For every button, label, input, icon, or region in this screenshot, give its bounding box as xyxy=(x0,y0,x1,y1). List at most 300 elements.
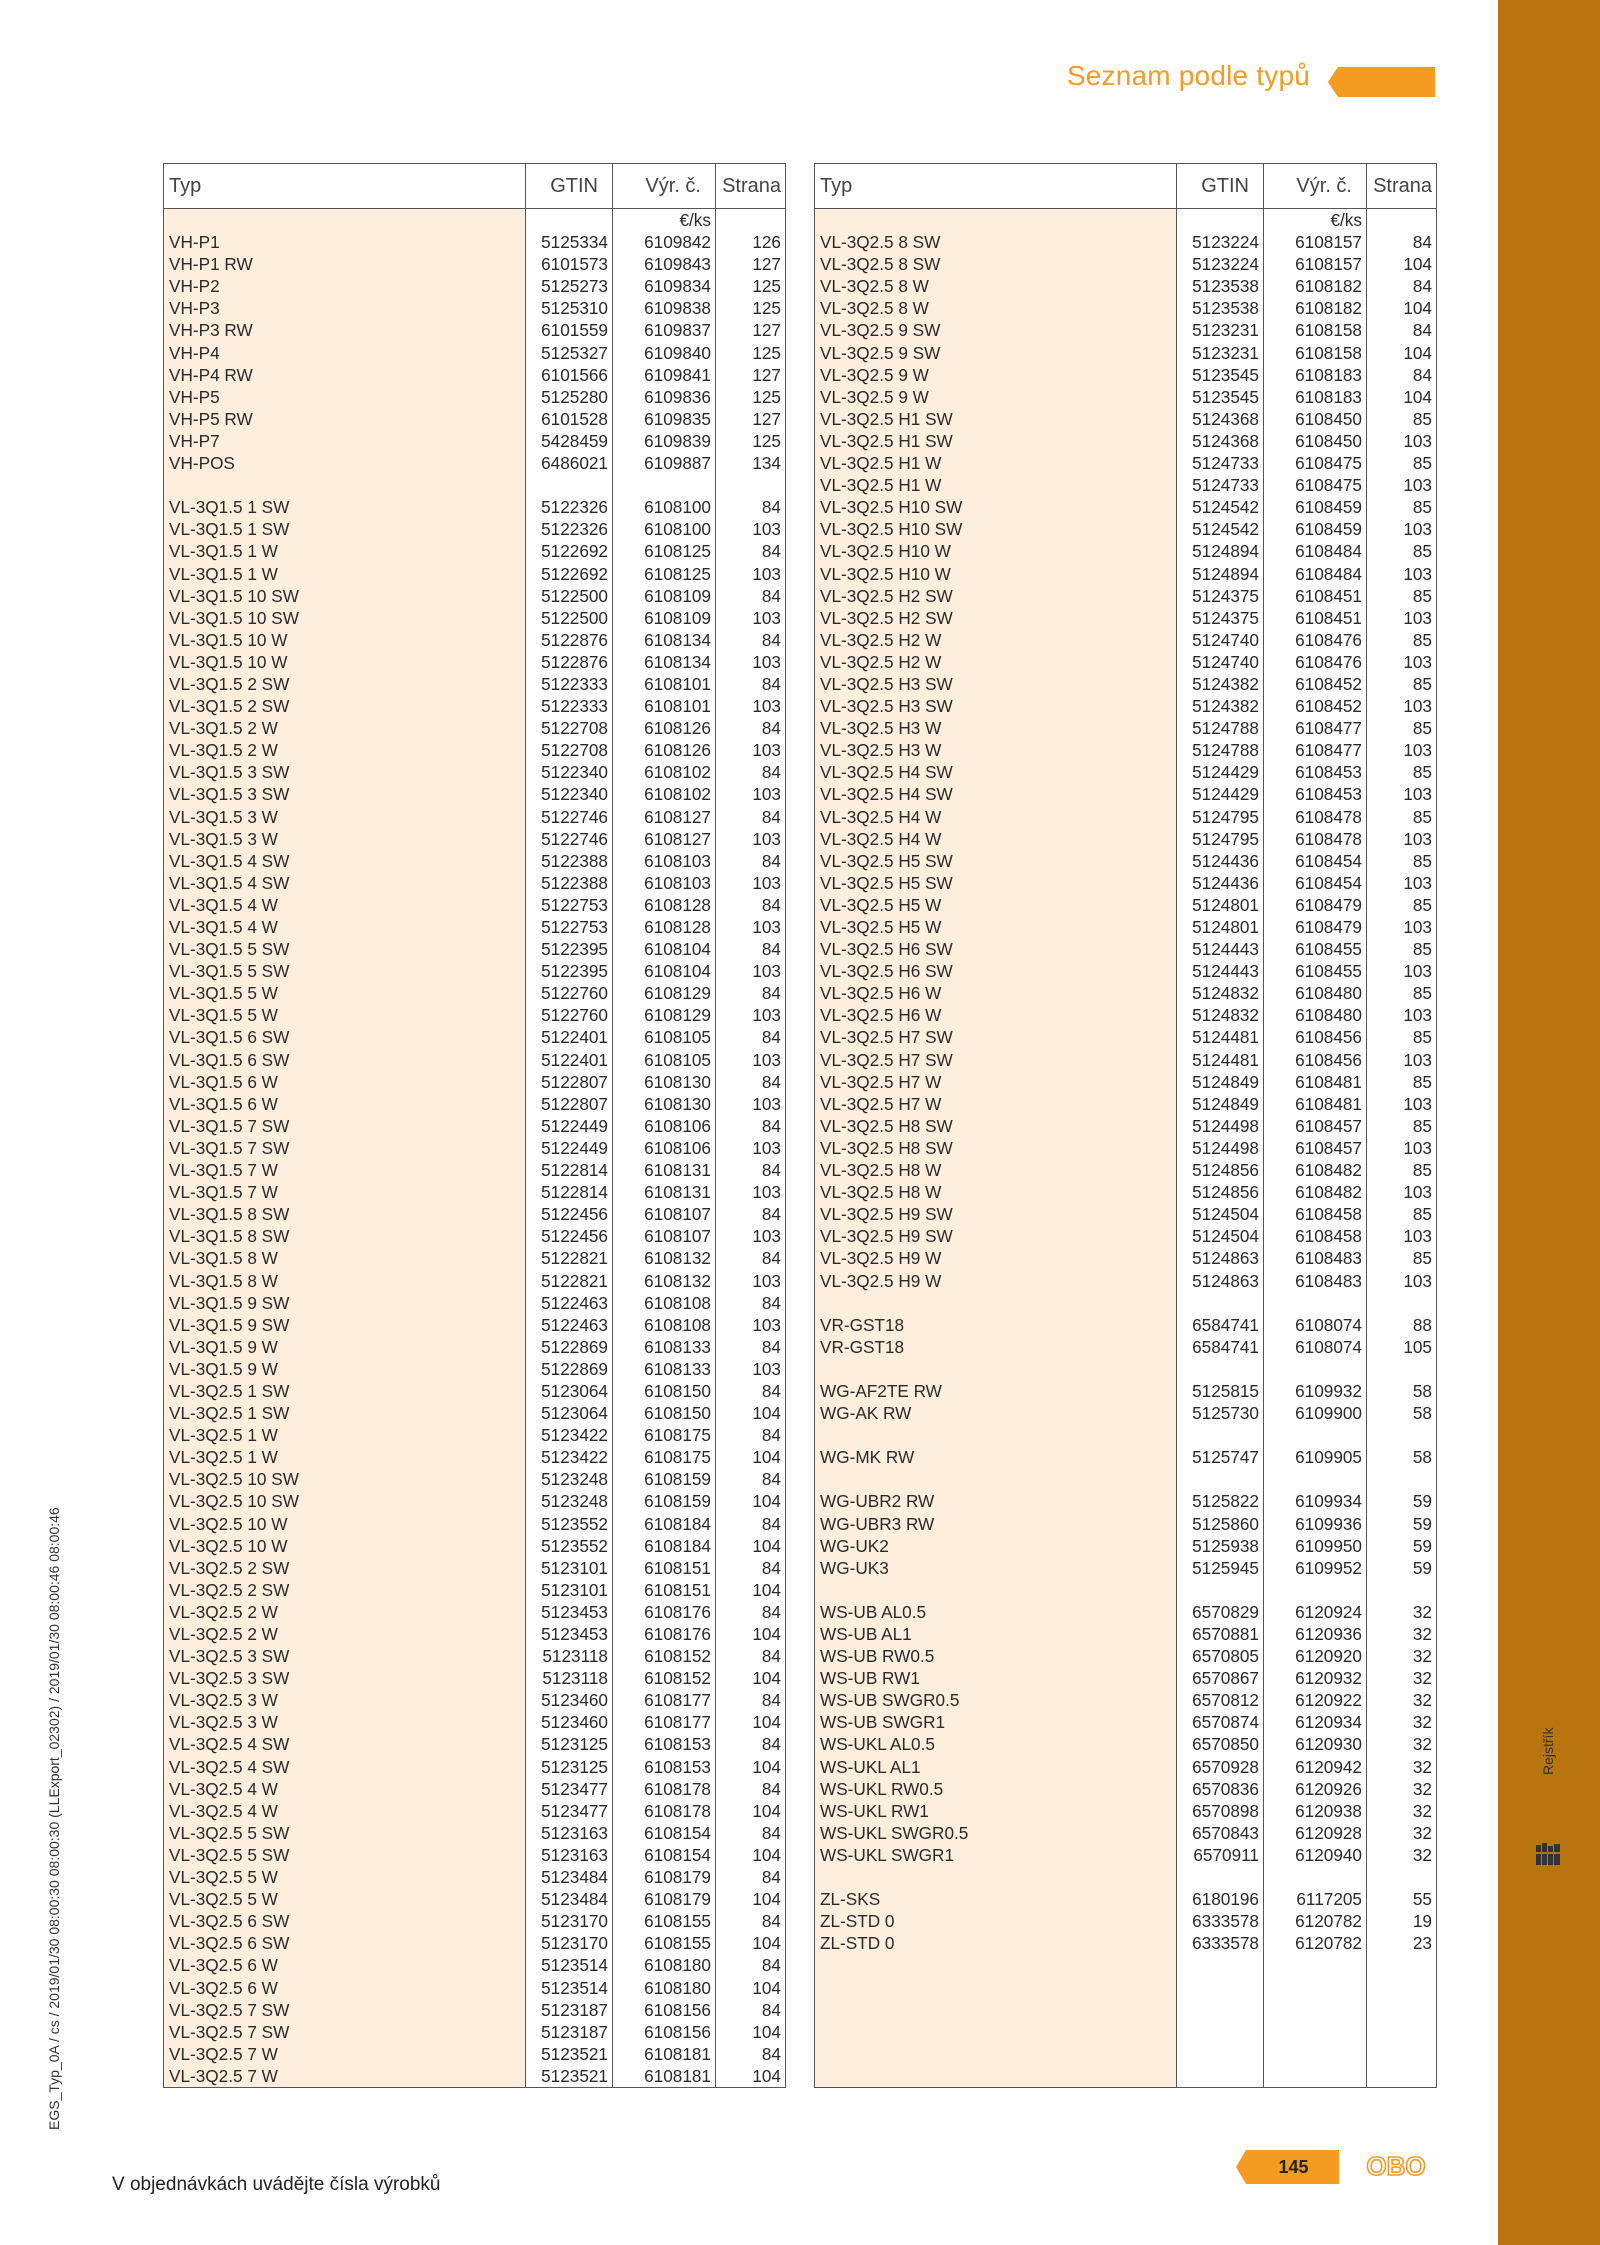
page-cell: 59 xyxy=(1412,1513,1432,1534)
page-cell: 84 xyxy=(761,1380,781,1401)
table-row xyxy=(164,783,786,805)
table-row xyxy=(164,297,786,319)
table-row xyxy=(815,1932,1437,1954)
order-no-cell: 6109839 xyxy=(613,430,716,452)
page-cell: 84 xyxy=(761,673,781,694)
page-cell: 103 xyxy=(752,1314,781,1335)
page-cell: 84 xyxy=(761,2043,781,2064)
page-cell: 104 xyxy=(752,2021,781,2042)
type-list-table-left xyxy=(163,163,786,2088)
type-cell: VL-3Q2.5 H5 SW xyxy=(815,872,1177,894)
table-row xyxy=(815,695,1437,717)
page-cell: 105 xyxy=(1403,1336,1432,1357)
page-cell: 84 xyxy=(761,1160,781,1181)
page-cell: 103 xyxy=(1403,1005,1432,1026)
type-cell: WG-UBR3 RW xyxy=(815,1513,1177,1535)
order-no-cell: 6108126 xyxy=(613,739,716,761)
order-no-cell: 6108134 xyxy=(613,629,716,651)
type-cell: VL-3Q2.5 9 SW xyxy=(815,342,1177,364)
page-cell: 84 xyxy=(761,497,781,518)
type-cell: VL-3Q1.5 10 SW xyxy=(164,607,526,629)
page-cell: 85 xyxy=(1412,983,1432,1004)
unit-row xyxy=(815,209,1437,232)
order-no-cell: 6108475 xyxy=(1264,452,1367,474)
page-cell: 84 xyxy=(761,718,781,739)
order-no-cell: 6108129 xyxy=(613,1004,716,1026)
page-cell: 84 xyxy=(1412,232,1432,253)
page-cell: 85 xyxy=(1412,629,1432,650)
table-row xyxy=(815,1314,1437,1336)
type-cell: VL-3Q2.5 H10 W xyxy=(815,563,1177,585)
order-no-cell: 6109905 xyxy=(1264,1446,1367,1468)
order-no-cell: 6108158 xyxy=(1264,342,1367,364)
table-row xyxy=(164,1623,786,1645)
page-cell: 103 xyxy=(752,1137,781,1158)
page-cell: 23 xyxy=(1412,1933,1432,1954)
type-cell: VL-3Q2.5 3 SW xyxy=(164,1667,526,1689)
order-no-cell: 6109900 xyxy=(1264,1402,1367,1424)
order-no-cell: 6108478 xyxy=(1264,806,1367,828)
type-cell: WS-UB SWGR0.5 xyxy=(815,1689,1177,1711)
table-row xyxy=(815,916,1437,938)
order-no-cell: 6108155 xyxy=(613,1910,716,1932)
order-no-cell xyxy=(1264,1468,1367,1490)
type-cell: VL-3Q1.5 6 SW xyxy=(164,1049,526,1071)
gtin-cell: 5123125 xyxy=(526,1733,613,1755)
gtin-cell: 6101528 xyxy=(526,408,613,430)
order-no-cell: 6108458 xyxy=(1264,1225,1367,1247)
gtin-cell: 5123118 xyxy=(526,1645,613,1667)
table-row xyxy=(815,1225,1437,1247)
gtin-cell: 5123453 xyxy=(526,1601,613,1623)
gtin-cell: 6584741 xyxy=(1177,1314,1264,1336)
type-cell: VL-3Q2.5 4 W xyxy=(164,1778,526,1800)
gtin-cell: 5124429 xyxy=(1177,761,1264,783)
table-row xyxy=(815,1247,1437,1269)
gtin-cell: 5122401 xyxy=(526,1049,613,1071)
order-no-cell xyxy=(1264,1358,1367,1380)
type-cell: VL-3Q2.5 H3 W xyxy=(815,739,1177,761)
table-row xyxy=(815,1844,1437,1866)
table-row xyxy=(815,1004,1437,1026)
gtin-cell: 5124849 xyxy=(1177,1071,1264,1093)
order-no-cell: 6108181 xyxy=(613,2065,716,2087)
page-cell: 84 xyxy=(761,1071,781,1092)
order-no-cell: 6120940 xyxy=(1264,1844,1367,1866)
type-cell: VL-3Q2.5 2 W xyxy=(164,1601,526,1623)
page-cell: 103 xyxy=(1403,696,1432,717)
table-row xyxy=(164,1579,786,1601)
order-no-cell: 6109936 xyxy=(1264,1513,1367,1535)
page-cell: 84 xyxy=(761,1027,781,1048)
order-no-cell: 6108182 xyxy=(1264,297,1367,319)
gtin-cell: 5123231 xyxy=(1177,342,1264,364)
order-no-cell: 6109834 xyxy=(613,275,716,297)
type-cell: VL-3Q2.5 6 SW xyxy=(164,1910,526,1932)
page-cell: 103 xyxy=(1403,1049,1432,1070)
type-cell: VL-3Q2.5 10 W xyxy=(164,1535,526,1557)
page-cell: 84 xyxy=(761,1557,781,1578)
order-no-cell: 6108159 xyxy=(613,1468,716,1490)
gtin-cell: 5123545 xyxy=(1177,386,1264,408)
gtin-cell xyxy=(1177,1292,1264,1314)
order-no-cell: 6109836 xyxy=(613,386,716,408)
type-cell: VL-3Q2.5 5 W xyxy=(164,1866,526,1888)
order-no-cell: 6108128 xyxy=(613,916,716,938)
type-cell: VL-3Q1.5 2 SW xyxy=(164,695,526,717)
gtin-cell: 6570843 xyxy=(1177,1822,1264,1844)
type-cell: VL-3Q1.5 2 W xyxy=(164,717,526,739)
order-no-cell: 6108484 xyxy=(1264,540,1367,562)
type-cell: VL-3Q2.5 1 W xyxy=(164,1446,526,1468)
type-cell: VL-3Q1.5 4 SW xyxy=(164,872,526,894)
type-cell: VL-3Q1.5 5 W xyxy=(164,1004,526,1026)
page-cell: 103 xyxy=(1403,828,1432,849)
table-row xyxy=(164,629,786,651)
type-cell: VL-3Q1.5 6 W xyxy=(164,1071,526,1093)
type-cell: VL-3Q2.5 H2 SW xyxy=(815,585,1177,607)
type-cell: VL-3Q2.5 10 SW xyxy=(164,1490,526,1512)
type-cell: VL-3Q2.5 H6 W xyxy=(815,982,1177,1004)
page-cell: 125 xyxy=(752,276,781,297)
table-row xyxy=(164,806,786,828)
gtin-cell: 5122395 xyxy=(526,960,613,982)
table-row xyxy=(164,1888,786,1910)
table-row xyxy=(815,1557,1437,1579)
page-cell: 104 xyxy=(752,1756,781,1777)
page-cell: 32 xyxy=(1412,1646,1432,1667)
order-no-cell: 6108156 xyxy=(613,2021,716,2043)
table-row xyxy=(815,739,1437,761)
section-sidebar xyxy=(1498,0,1600,2245)
page-cell: 85 xyxy=(1412,850,1432,871)
page-cell: 84 xyxy=(761,762,781,783)
type-cell: VL-3Q2.5 H1 SW xyxy=(815,408,1177,430)
gtin-cell: 5122760 xyxy=(526,982,613,1004)
page-cell: 103 xyxy=(1403,651,1432,672)
type-cell xyxy=(815,1579,1177,1601)
page-cell: 103 xyxy=(1403,519,1432,540)
type-cell: WS-UB RW0.5 xyxy=(815,1645,1177,1667)
gtin-cell: 5124504 xyxy=(1177,1203,1264,1225)
order-no-cell xyxy=(613,474,716,496)
page-cell: 84 xyxy=(761,1646,781,1667)
order-no-cell: 6108450 xyxy=(1264,430,1367,452)
table-row xyxy=(815,364,1437,386)
gtin-cell: 5124733 xyxy=(1177,474,1264,496)
table-row xyxy=(164,1292,786,1314)
type-cell: VL-3Q1.5 2 SW xyxy=(164,673,526,695)
type-cell: VL-3Q2.5 H4 W xyxy=(815,806,1177,828)
order-no-cell: 6120782 xyxy=(1264,1910,1367,1932)
gtin-cell: 5123422 xyxy=(526,1446,613,1468)
type-cell: WG-UK3 xyxy=(815,1557,1177,1579)
gtin-cell: 6101559 xyxy=(526,319,613,341)
type-cell: WG-UK2 xyxy=(815,1535,1177,1557)
gtin-cell: 5124801 xyxy=(1177,916,1264,938)
page-cell: 58 xyxy=(1412,1403,1432,1424)
table-row xyxy=(815,1535,1437,1557)
order-no-cell: 6109952 xyxy=(1264,1557,1367,1579)
type-cell: VL-3Q2.5 H9 W xyxy=(815,1270,1177,1292)
page-cell: 126 xyxy=(752,232,781,253)
gtin-cell: 5122692 xyxy=(526,540,613,562)
order-no-cell: 6108175 xyxy=(613,1424,716,1446)
order-no-cell: 6108151 xyxy=(613,1579,716,1601)
order-no-cell: 6108458 xyxy=(1264,1203,1367,1225)
table-row xyxy=(164,319,786,341)
table-row xyxy=(164,1004,786,1026)
order-no-cell: 6109837 xyxy=(613,319,716,341)
page-cell: 84 xyxy=(761,1336,781,1357)
gtin-cell: 5123545 xyxy=(1177,364,1264,386)
table-row xyxy=(164,1557,786,1579)
order-no-cell: 6108106 xyxy=(613,1137,716,1159)
gtin-cell: 5122500 xyxy=(526,585,613,607)
type-cell: VL-3Q1.5 2 W xyxy=(164,739,526,761)
page-cell: 103 xyxy=(1403,1270,1432,1291)
gtin-cell: 6570898 xyxy=(1177,1800,1264,1822)
order-no-cell: 6108103 xyxy=(613,850,716,872)
gtin-cell: 6570812 xyxy=(1177,1689,1264,1711)
type-cell: VL-3Q1.5 8 SW xyxy=(164,1225,526,1247)
obo-logo xyxy=(1356,2153,1436,2181)
gtin-cell: 5124375 xyxy=(1177,607,1264,629)
table-row xyxy=(815,1468,1437,1490)
order-no-cell: 6108476 xyxy=(1264,629,1367,651)
gtin-cell: 5124436 xyxy=(1177,850,1264,872)
page-cell: 32 xyxy=(1412,1624,1432,1644)
type-cell: VL-3Q2.5 H6 SW xyxy=(815,938,1177,960)
page-cell: 104 xyxy=(752,1933,781,1954)
order-no-cell: 6108451 xyxy=(1264,585,1367,607)
table-row xyxy=(815,297,1437,319)
type-cell: VL-3Q2.5 8 SW xyxy=(815,253,1177,275)
type-cell: VL-3Q2.5 H8 W xyxy=(815,1181,1177,1203)
order-no-cell: 6120942 xyxy=(1264,1756,1367,1778)
page-cell: 84 xyxy=(761,1822,781,1843)
order-no-cell: 6108178 xyxy=(613,1778,716,1800)
unit-label: €/ks xyxy=(613,209,716,232)
gtin-cell: 5123484 xyxy=(526,1866,613,1888)
type-cell: VL-3Q2.5 6 SW xyxy=(164,1932,526,1954)
table-row xyxy=(164,761,786,783)
gtin-cell: 5125273 xyxy=(526,275,613,297)
page-cell: 103 xyxy=(1403,740,1432,761)
type-cell: VL-3Q2.5 8 W xyxy=(815,275,1177,297)
table-row xyxy=(815,275,1437,297)
page-cell: 125 xyxy=(752,342,781,363)
order-no-cell: 6108452 xyxy=(1264,695,1367,717)
type-cell: VR-GST18 xyxy=(815,1314,1177,1336)
type-cell: VL-3Q2.5 H7 SW xyxy=(815,1049,1177,1071)
page-cell: 84 xyxy=(1412,364,1432,385)
order-no-cell: 6109843 xyxy=(613,253,716,275)
page-cell: 59 xyxy=(1412,1535,1432,1556)
page-cell: 84 xyxy=(761,1601,781,1622)
type-cell: VL-3Q1.5 7 SW xyxy=(164,1115,526,1137)
table-row xyxy=(164,1932,786,1954)
order-no-cell: 6108134 xyxy=(613,651,716,673)
order-no-cell: 6108477 xyxy=(1264,739,1367,761)
page-cell: 104 xyxy=(752,1403,781,1424)
table-row xyxy=(815,585,1437,607)
page-cell: 104 xyxy=(752,1800,781,1821)
type-cell: WG-AK RW xyxy=(815,1402,1177,1424)
order-no-cell: 6108100 xyxy=(613,518,716,540)
table-row xyxy=(164,386,786,408)
page-cell: 127 xyxy=(752,320,781,341)
gtin-cell: 6570874 xyxy=(1177,1711,1264,1733)
order-no-cell xyxy=(1264,1579,1367,1601)
gtin-cell: 5123231 xyxy=(1177,319,1264,341)
column-header-type: Typ xyxy=(815,164,1177,209)
gtin-cell: 5428459 xyxy=(526,430,613,452)
order-no-cell: 6108483 xyxy=(1264,1270,1367,1292)
type-cell: VL-3Q1.5 1 SW xyxy=(164,496,526,518)
type-cell: VL-3Q1.5 10 W xyxy=(164,651,526,673)
table-row xyxy=(164,872,786,894)
gtin-cell: 5122814 xyxy=(526,1181,613,1203)
order-no-cell: 6109932 xyxy=(1264,1380,1367,1402)
type-cell: ZL-STD 0 xyxy=(815,1932,1177,1954)
page-cell: 103 xyxy=(752,607,781,628)
order-no-cell: 6108180 xyxy=(613,1977,716,1999)
type-cell: VH-P7 xyxy=(164,430,526,452)
page-cell: 104 xyxy=(752,2065,781,2086)
table-row xyxy=(815,1910,1437,1932)
table-row xyxy=(164,585,786,607)
page-cell: 84 xyxy=(761,629,781,650)
gtin-cell: 5123538 xyxy=(1177,297,1264,319)
gtin-cell: 5124504 xyxy=(1177,1225,1264,1247)
gtin-cell: 5124368 xyxy=(1177,408,1264,430)
page-cell: 104 xyxy=(752,1624,781,1644)
table-row xyxy=(164,673,786,695)
order-no-cell: 6120782 xyxy=(1264,1932,1367,1954)
table-row xyxy=(815,1446,1437,1468)
page-cell: 84 xyxy=(761,1999,781,2020)
table-row xyxy=(164,1822,786,1844)
gtin-cell: 5124368 xyxy=(1177,430,1264,452)
type-cell: VL-3Q2.5 2 SW xyxy=(164,1579,526,1601)
table-row xyxy=(815,1181,1437,1203)
order-no-cell: 6120924 xyxy=(1264,1601,1367,1623)
table-row xyxy=(164,1866,786,1888)
gtin-cell: 5123484 xyxy=(526,1888,613,1910)
table-row xyxy=(815,850,1437,872)
order-no-cell: 6108181 xyxy=(613,2043,716,2065)
order-no-cell: 6108127 xyxy=(613,828,716,850)
gtin-cell: 5123118 xyxy=(526,1667,613,1689)
page-cell: 103 xyxy=(752,1049,781,1070)
page-cell: 103 xyxy=(752,872,781,893)
type-cell: VL-3Q2.5 1 W xyxy=(164,1424,526,1446)
gtin-cell xyxy=(526,474,613,496)
table-row xyxy=(164,1270,786,1292)
table-row xyxy=(164,518,786,540)
type-cell: VL-3Q2.5 H7 SW xyxy=(815,1026,1177,1048)
order-no-cell: 6108179 xyxy=(613,1888,716,1910)
table-row xyxy=(164,850,786,872)
page-cell: 103 xyxy=(1403,917,1432,937)
table-row xyxy=(164,1314,786,1336)
order-no-cell: 6108074 xyxy=(1264,1314,1367,1336)
table-row xyxy=(164,1336,786,1358)
gtin-cell xyxy=(1177,1579,1264,1601)
table-row xyxy=(164,1115,786,1137)
order-no-cell: 6108452 xyxy=(1264,673,1367,695)
order-no-cell xyxy=(1264,1424,1367,1446)
order-no-cell: 6108183 xyxy=(1264,386,1367,408)
table-row xyxy=(164,1977,786,1999)
type-cell: VL-3Q1.5 6 SW xyxy=(164,1026,526,1048)
gtin-cell: 5122753 xyxy=(526,916,613,938)
order-no-cell: 6108103 xyxy=(613,872,716,894)
order-no-cell: 6108108 xyxy=(613,1314,716,1336)
unit-label: €/ks xyxy=(1264,209,1367,232)
order-no-cell: 6120930 xyxy=(1264,1733,1367,1755)
table-row xyxy=(164,1247,786,1269)
order-no-cell: 6108454 xyxy=(1264,850,1367,872)
type-cell: VL-3Q2.5 H3 SW xyxy=(815,695,1177,717)
svg-text:OBO: OBO xyxy=(1366,2153,1426,2181)
gtin-cell: 5122708 xyxy=(526,739,613,761)
order-no-cell: 6108130 xyxy=(613,1093,716,1115)
type-cell: VL-3Q2.5 4 SW xyxy=(164,1733,526,1755)
gtin-cell: 5123101 xyxy=(526,1557,613,1579)
gtin-cell: 5123538 xyxy=(1177,275,1264,297)
gtin-cell: 5122449 xyxy=(526,1115,613,1137)
order-no-cell: 6108177 xyxy=(613,1711,716,1733)
type-cell: VH-P2 xyxy=(164,275,526,297)
type-cell: VL-3Q1.5 10 SW xyxy=(164,585,526,607)
unit-row xyxy=(164,209,786,232)
type-cell: VL-3Q1.5 9 SW xyxy=(164,1292,526,1314)
gtin-cell: 5124429 xyxy=(1177,783,1264,805)
gtin-cell: 5122326 xyxy=(526,496,613,518)
gtin-cell: 5124863 xyxy=(1177,1270,1264,1292)
type-cell: VL-3Q2.5 7 SW xyxy=(164,2021,526,2043)
order-no-cell: 6108451 xyxy=(1264,607,1367,629)
page-cell: 85 xyxy=(1412,894,1432,915)
page-cell: 103 xyxy=(752,651,781,672)
type-cell: VH-P1 RW xyxy=(164,253,526,275)
type-cell: VL-3Q2.5 H10 SW xyxy=(815,518,1177,540)
gtin-cell: 5124443 xyxy=(1177,960,1264,982)
table-row xyxy=(815,496,1437,518)
table-row xyxy=(164,982,786,1004)
column-header-page: Strana xyxy=(716,164,786,209)
order-no-cell: 6109841 xyxy=(613,364,716,386)
gtin-cell: 5122869 xyxy=(526,1358,613,1380)
order-no-cell: 6120920 xyxy=(1264,1645,1367,1667)
table-row xyxy=(815,1203,1437,1225)
page-cell: 103 xyxy=(1403,961,1432,982)
gtin-cell: 5125280 xyxy=(526,386,613,408)
page-cell: 84 xyxy=(761,1690,781,1711)
table-row xyxy=(815,938,1437,960)
table-row xyxy=(815,1093,1437,1115)
order-no-cell: 6108482 xyxy=(1264,1181,1367,1203)
page-cell: 32 xyxy=(1412,1668,1432,1689)
order-no-cell: 6108459 xyxy=(1264,518,1367,540)
order-no-cell: 6108155 xyxy=(613,1932,716,1954)
order-no-cell: 6108131 xyxy=(613,1181,716,1203)
gtin-cell: 5122395 xyxy=(526,938,613,960)
table-row xyxy=(164,1490,786,1512)
order-no-cell: 6108182 xyxy=(1264,275,1367,297)
